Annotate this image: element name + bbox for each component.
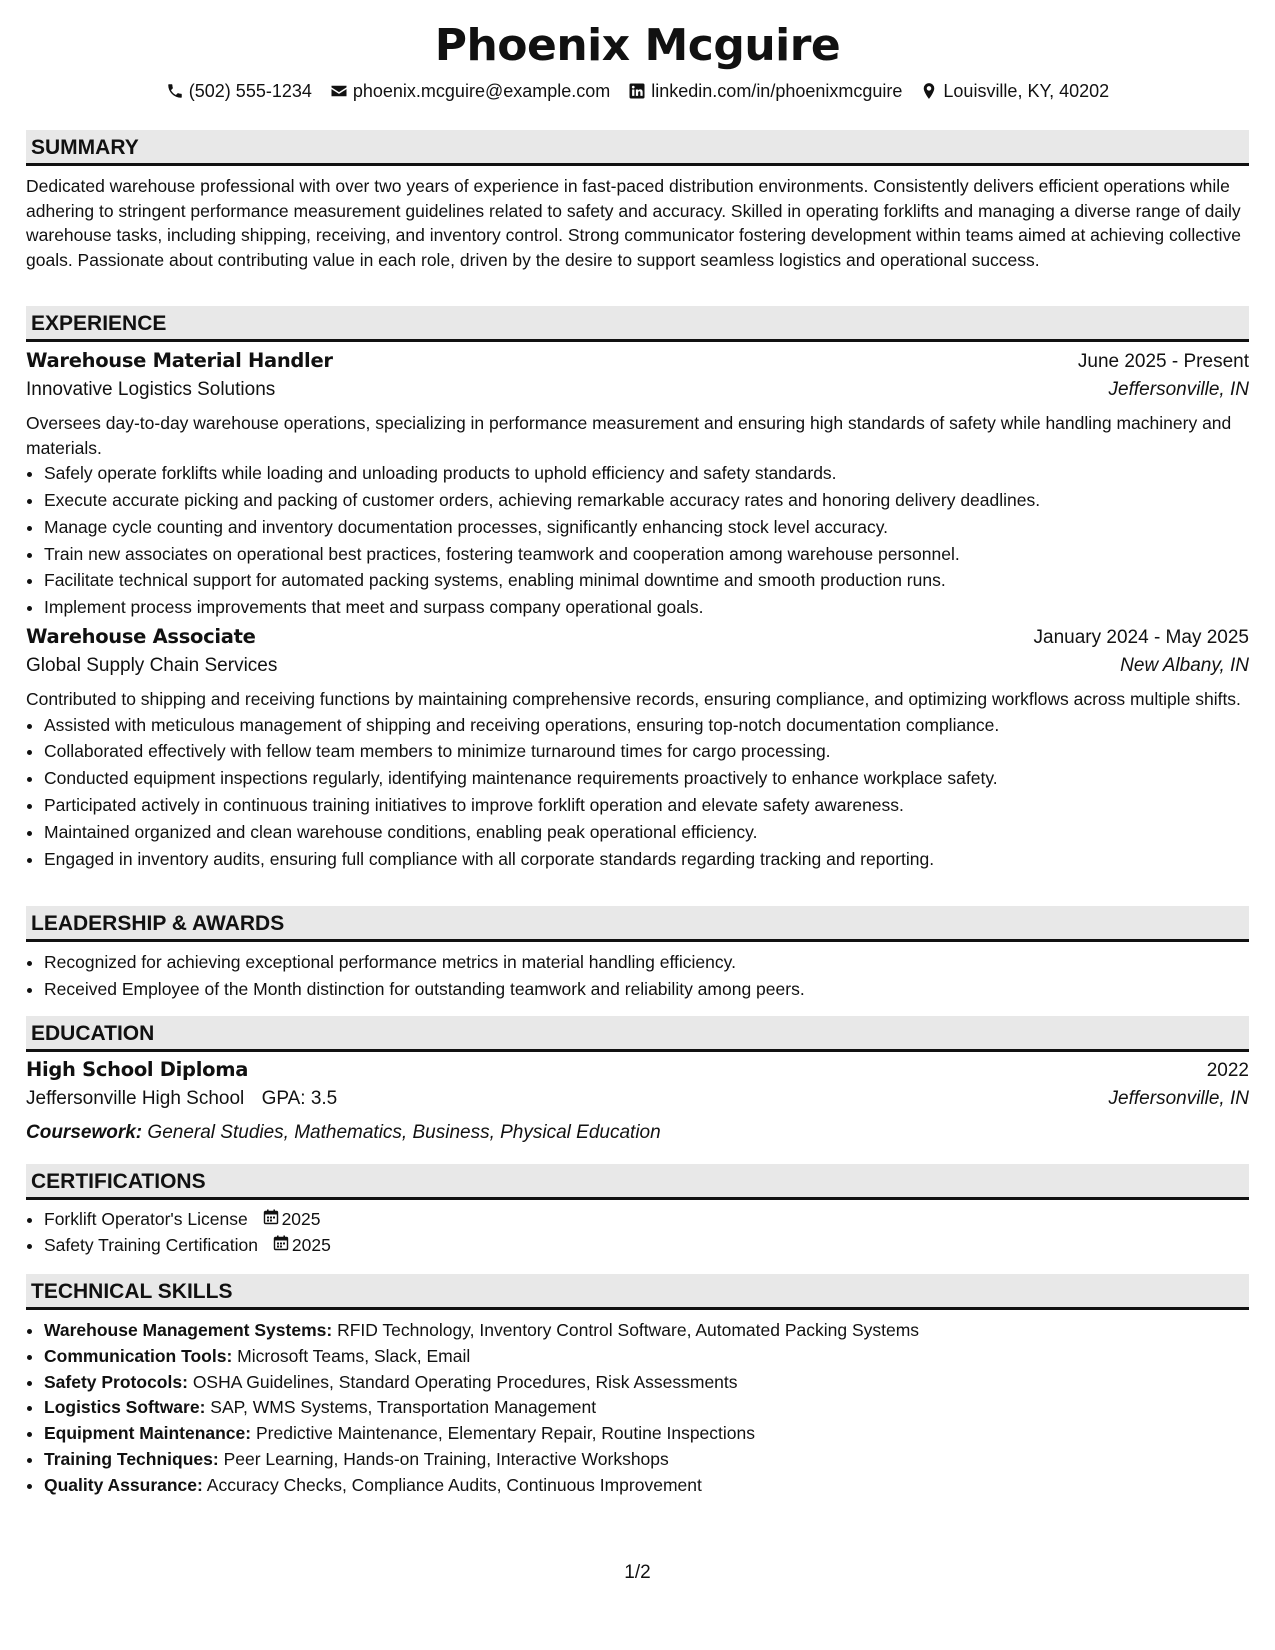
- list-item: • Manage cycle counting and inventory documentation processes, significantly enhancing stock level accuracy.: [44, 514, 1249, 541]
- job-entry: [26, 349, 1249, 621]
- cert-name: Forklift Operator's License: [44, 1209, 248, 1229]
- cert-year: 2025: [281, 1209, 321, 1229]
- cert-name: Safety Training Certification: [44, 1235, 258, 1255]
- contact-email[interactable]: [330, 78, 610, 104]
- contact-location: [920, 78, 1109, 104]
- contact-phone: [166, 78, 312, 104]
- page-number: 1/2: [624, 1562, 651, 1583]
- school-location: Jeffersonville, IN: [1108, 1088, 1249, 1109]
- coursework-list: General Studies, Mathematics, Business, Physical Education: [147, 1122, 661, 1143]
- job-bullets: [26, 460, 1249, 621]
- skill-label: Warehouse Management Systems:: [44, 1320, 333, 1340]
- list-item: • Received Employee of the Month distinction for outstanding teamwork and reliability among peers.: [44, 976, 1249, 1003]
- list-item: • Participated actively in continuous training initiatives to improve forklift operation and elevate safety awareness.: [44, 792, 1249, 819]
- job-entry: [26, 625, 1249, 872]
- job-description: Oversees day-to-day warehouse operations, specializing in performance measurement and ensuring high standards of safety while handling machinery and materials.: [26, 413, 1232, 458]
- list-item: • Assisted with meticulous management of shipping and receiving operations, ensuring top-notch documentation compliance.: [44, 712, 1249, 739]
- list-item: • Engaged in inventory audits, ensuring full compliance with all corporate standards regarding tracking and reporting.: [44, 846, 1249, 873]
- list-item: • Safely operate forklifts while loading and unloading products to uphold efficiency and safety standards.: [44, 460, 1249, 487]
- list-item: • Recognized for achieving exceptional performance metrics in material handling efficiency.: [44, 949, 1249, 976]
- skill-label: Safety Protocols:: [44, 1371, 188, 1392]
- gpa: GPA: 3.5: [261, 1088, 338, 1109]
- calendar-icon: [263, 1206, 279, 1232]
- list-item: [44, 1232, 1249, 1258]
- certifications-heading: CERTIFICATIONS: [26, 1164, 1249, 1200]
- company-name: Global Supply Chain Services: [26, 655, 278, 676]
- list-item: [44, 1395, 1249, 1421]
- list-item: • Implement process improvements that meet and surpass company operational goals.: [44, 594, 1249, 621]
- calendar-icon: [273, 1232, 289, 1258]
- education-heading: EDUCATION: [26, 1016, 1249, 1052]
- contact-linkedin[interactable]: [628, 78, 902, 104]
- skill-value: Accuracy Checks, Compliance Audits, Continuous Improvement: [206, 1474, 702, 1495]
- leadership-list: [26, 949, 1249, 1003]
- coursework-label: Coursework:: [26, 1122, 143, 1143]
- list-item: • Facilitate technical support for automated packing systems, enabling minimal downtime and smooth production runs.: [44, 567, 1249, 594]
- job-dates: January 2024 - May 2025: [1033, 627, 1249, 648]
- job-location: Jeffersonville, IN: [1108, 379, 1249, 400]
- skill-label: Equipment Maintenance:: [44, 1423, 252, 1444]
- list-item: • Execute accurate picking and packing of customer orders, achieving remarkable accuracy rates and honoring delivery deadlines.: [44, 487, 1249, 514]
- candidate-name: Phoenix Mcguire: [434, 20, 841, 71]
- summary-text: Dedicated warehouse professional with over two years of experience in fast-paced distribution environments. Consistently delivers efficient operations while adhering to stringent performance measurement guidelines related to safety and accuracy. Skilled in operating forklifts and managing a diverse range of daily warehouse tasks, including shipping, receiving, and inventory control. Strong communicator fostering development within teams aimed at achieving collective goals. Passionate about contributing value in each role, driven by the desire to support seamless logistics and operational success.: [26, 176, 1241, 270]
- skill-value: SAP, WMS Systems, Transportation Management: [210, 1397, 597, 1418]
- phone-text: (502) 555-1234: [188, 81, 312, 101]
- linkedin-text[interactable]: linkedin.com/in/phoenixmcguire: [651, 81, 903, 101]
- leadership-heading: LEADERSHIP & AWARDS: [26, 906, 1249, 942]
- experience-heading: EXPERIENCE: [26, 306, 1249, 342]
- job-location: New Albany, IN: [1120, 655, 1249, 676]
- list-item: [44, 1344, 1249, 1370]
- phone-icon: [166, 82, 184, 100]
- skill-value: OSHA Guidelines, Standard Operating Procedures, Risk Assessments: [192, 1371, 738, 1392]
- education-entry: [26, 1058, 1249, 1148]
- list-item: [44, 1370, 1249, 1396]
- list-item: • Collaborated effectively with fellow team members to minimize turnaround times for cargo processing.: [44, 738, 1249, 765]
- skill-value: Predictive Maintenance, Elementary Repair, Routine Inspections: [255, 1423, 755, 1444]
- skill-value: Peer Learning, Hands-on Training, Interactive Workshops: [223, 1448, 669, 1469]
- linkedin-icon: [628, 82, 646, 100]
- list-item: [44, 1473, 1249, 1499]
- skills-heading: TECHNICAL SKILLS: [26, 1274, 1249, 1310]
- school-name: Jeffersonville High School: [26, 1088, 245, 1109]
- skill-value: RFID Technology, Inventory Control Software, Automated Packing Systems: [337, 1320, 920, 1340]
- summary-heading: SUMMARY: [26, 130, 1249, 166]
- contact-bar: [0, 78, 1275, 104]
- envelope-icon: [330, 82, 348, 100]
- cert-year: 2025: [291, 1235, 331, 1255]
- degree-title: High School Diploma: [26, 1058, 249, 1081]
- skills-list: [26, 1318, 1249, 1499]
- graduation-year: 2022: [1206, 1060, 1249, 1081]
- list-item: [44, 1421, 1249, 1447]
- list-item: • Conducted equipment inspections regularly, identifying maintenance requirements proactively to enhance workplace safety.: [44, 765, 1249, 792]
- skill-label: Logistics Software:: [44, 1397, 206, 1418]
- job-description: Contributed to shipping and receiving functions by maintaining comprehensive records, ensuring compliance, and optimizing workflows across multiple shifts.: [26, 689, 1241, 709]
- skill-label: Quality Assurance:: [44, 1474, 203, 1495]
- job-title: Warehouse Material Handler: [26, 349, 333, 372]
- list-item: [44, 1447, 1249, 1473]
- map-pin-icon: [920, 82, 938, 100]
- list-item: [44, 1206, 1249, 1232]
- skill-value: Microsoft Teams, Slack, Email: [237, 1345, 471, 1366]
- job-title: Warehouse Associate: [26, 625, 256, 648]
- job-bullets: [26, 712, 1249, 873]
- location-text: Louisville, KY, 40202: [943, 81, 1110, 101]
- list-item: • Train new associates on operational best practices, fostering teamwork and cooperation among warehouse personnel.: [44, 541, 1249, 568]
- certifications-list: [26, 1206, 1249, 1258]
- company-name: Innovative Logistics Solutions: [26, 379, 276, 400]
- skill-label: Communication Tools:: [44, 1345, 233, 1366]
- email-text[interactable]: phoenix.mcguire@example.com: [352, 81, 611, 101]
- list-item: [44, 1318, 1249, 1344]
- school-line: [26, 1088, 337, 1110]
- skill-label: Training Techniques:: [44, 1448, 219, 1469]
- coursework-line: [26, 1118, 1249, 1148]
- job-dates: June 2025 - Present: [1077, 351, 1249, 372]
- list-item: • Maintained organized and clean warehouse conditions, enabling peak operational efficiency.: [44, 819, 1249, 846]
